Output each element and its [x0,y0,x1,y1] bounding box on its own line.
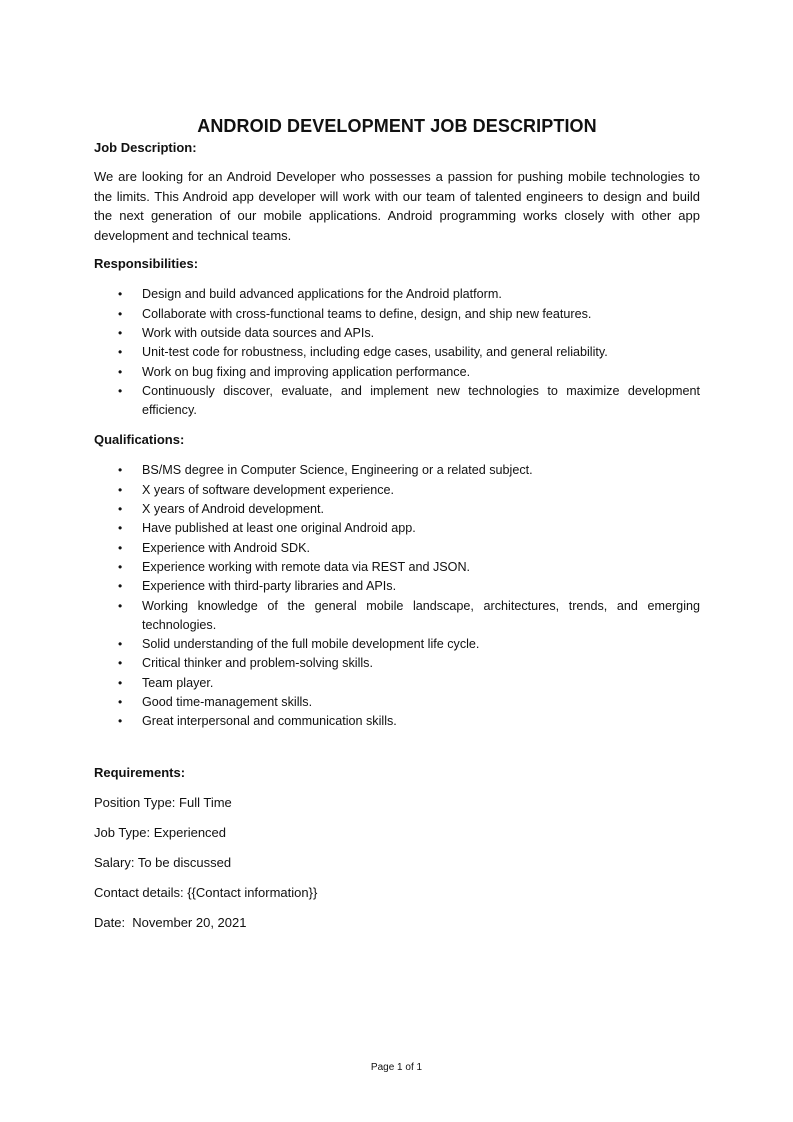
list-item-text: Team player. [142,675,214,690]
list-item [94,712,700,731]
document-date: Date: November 20, 2021 [94,914,247,930]
list-item [94,343,700,362]
bullet-icon: • [118,287,123,302]
bullet-icon: • [118,714,123,729]
list-item-text: Good time-management skills. [142,695,313,710]
list-item [94,285,700,304]
bullet-icon: • [118,502,123,517]
list-item-text: Design and build advanced applications for the Android platform. [142,287,502,302]
bullet-icon: • [118,559,123,574]
list-item-text: Great interpersonal and communication skills. [142,714,397,729]
list-item-text: Solid understanding of the full mobile development life cycle. [142,637,480,652]
list-item [94,693,700,712]
bullet-icon: • [118,598,123,613]
list-item-text: Critical thinker and problem-solving skills. [142,656,373,671]
list-item-text: Working knowledge of the general mobile landscape, architectures, trends, and emerging technologies. [142,598,700,632]
list-item-text: X years of software development experience. [142,482,395,497]
list-item [94,597,700,636]
document-title: ANDROID DEVELOPMENT JOB DESCRIPTION [197,116,597,136]
list-item [94,577,700,596]
bullet-icon: • [118,579,123,594]
bullet-icon: • [118,463,123,478]
page-number: Page 1 of 1 [370,1062,423,1073]
list-item [94,382,700,421]
list-item-text: Have published at least one original Android app. [142,521,416,536]
job-description-heading: Job Description: [94,140,197,155]
position-type: Position Type: Full Time [94,794,232,810]
list-item [94,324,700,343]
list-item [94,519,700,538]
list-item [94,500,700,519]
list-item-text: Work with outside data sources and APIs. [142,325,375,340]
bullet-icon: • [118,675,123,690]
list-item-text: BS/MS degree in Computer Science, Engineering or a related subject. [142,463,533,478]
list-item-text: Continuously discover, evaluate, and implement new technologies to maximize development efficiency. [142,383,700,418]
list-item [94,558,700,577]
list-item [94,305,700,324]
job-description-section [94,139,700,245]
list-item-text: Experience with third-party libraries and APIs. [142,579,397,594]
list-item-text: Experience working with remote data via REST and JSON. [142,559,471,574]
list-item [94,461,700,480]
bullet-icon: • [118,540,123,555]
responsibilities-section [94,255,700,420]
requirements-heading: Requirements: [94,764,186,780]
list-item [94,654,700,673]
bullet-icon: • [118,695,123,710]
list-item [94,363,700,382]
list-item [94,481,700,500]
job-description-text: We are looking for an Android Developer who possesses a passion for pushing mobile technologies to the limits. This Android app developer will work with our team of talented engineers to design and build the next generation of our mobile applications. Android programming works closely with other app development and technical teams. [94,169,700,243]
bullet-icon: • [118,306,123,321]
bullet-icon: • [118,656,123,671]
document-content [94,113,700,932]
responsibilities-list [94,285,700,420]
qualifications-section [94,431,700,731]
list-item [94,539,700,558]
list-item-text: Experience with Android SDK. [142,540,311,555]
bullet-icon: • [118,345,123,360]
bullet-icon: • [118,364,123,379]
bullet-icon: • [118,637,123,652]
bullet-icon: • [118,482,123,497]
qualifications-list [94,461,700,731]
list-item-text: Unit-test code for robustness, including edge cases, usability, and general reliability. [142,345,608,360]
list-item-text: X years of Android development. [142,502,325,517]
responsibilities-heading: Responsibilities: [94,256,199,272]
requirements-section [94,764,700,932]
job-type: Job Type: Experienced [94,824,227,840]
bullet-icon: • [118,325,123,340]
list-item [94,674,700,693]
salary: Salary: To be discussed [94,854,232,870]
contact-details: Contact details: {{Contact information}} [94,884,318,900]
bullet-icon: • [118,383,123,398]
list-item-text: Work on bug fixing and improving application performance. [142,364,471,379]
list-item [94,635,700,654]
list-item-text: Collaborate with cross-functional teams to define, design, and ship new features. [142,306,592,321]
bullet-icon: • [118,521,123,536]
qualifications-heading: Qualifications: [94,432,185,448]
